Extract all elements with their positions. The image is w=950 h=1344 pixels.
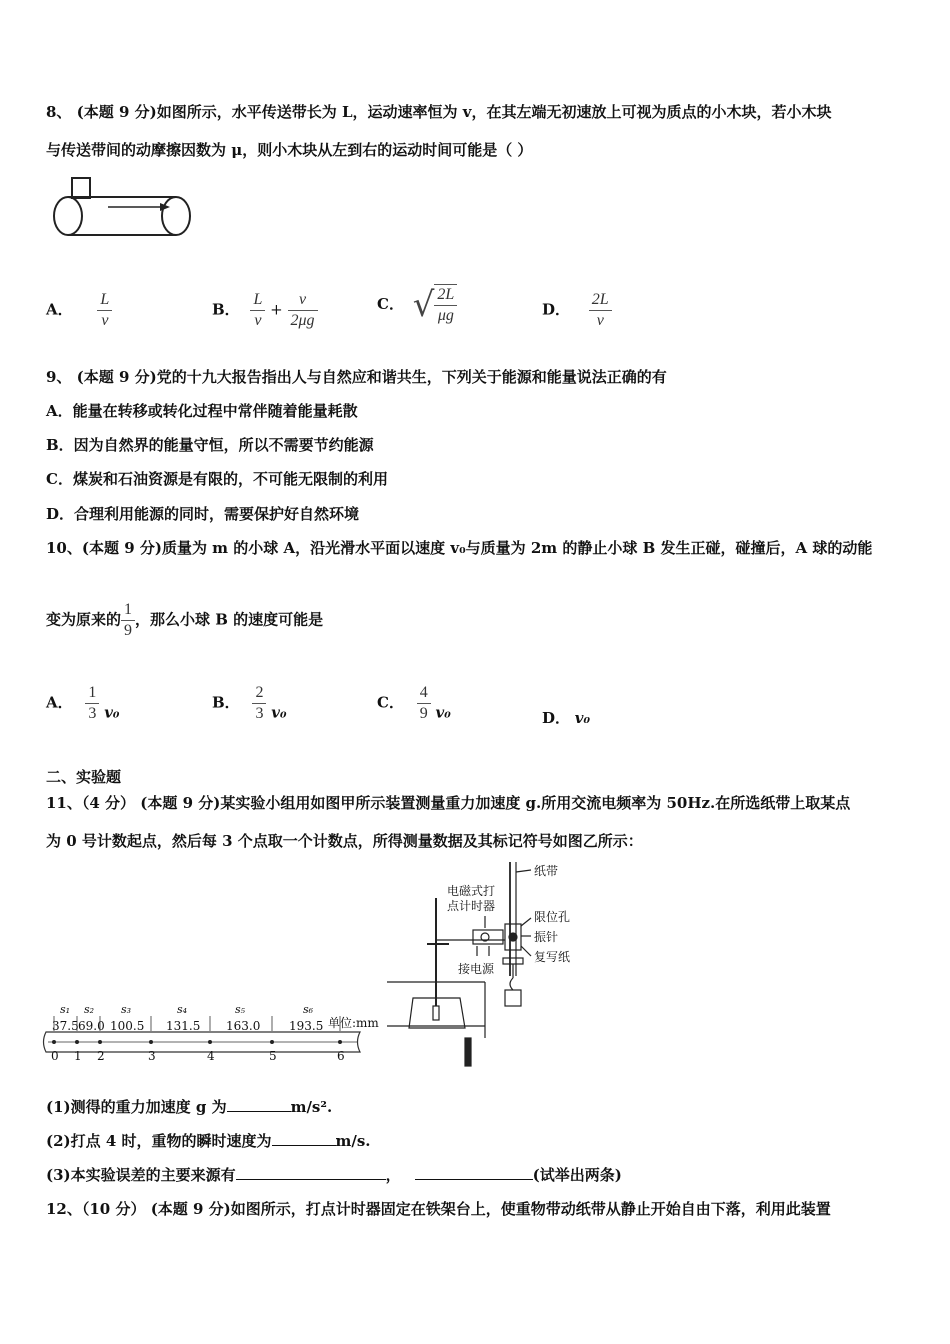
q11-part2 [46, 1130, 371, 1152]
q8-option-b-label: B． [212, 300, 240, 319]
q10-b-num: 2 [252, 683, 266, 704]
q10-a-num: 1 [85, 683, 99, 704]
q10-line2-post: ，那么小球 B 的速度可能是 [135, 610, 324, 629]
q8-option-b-fraction1 [250, 290, 265, 331]
tape-val-2: 69.0 [78, 1019, 105, 1033]
q9-option-c[interactable]: C．煤炭和石油资源是有限的，不可能无限制的利用 [46, 470, 388, 488]
q8-option-d-label: D． [542, 300, 571, 319]
tape-unit: 单位:mm [328, 1016, 379, 1030]
label-power: 接电源 [458, 962, 495, 976]
q11-part3-post: (试举出两条) [532, 1166, 622, 1184]
q10-a-den: 3 [88, 705, 97, 722]
q8-option-c[interactable] [377, 284, 457, 326]
tape-drawing [44, 1015, 364, 1067]
q10-option-a-label: A． [46, 693, 73, 712]
q8-option-b-fraction2 [288, 290, 318, 331]
label-limit-hole: 限位孔 [534, 910, 571, 924]
label-needle: 振针 [534, 930, 559, 944]
q8-option-c-fraction [434, 284, 457, 326]
q8-b-num1: L [250, 290, 265, 311]
q10-stem-line2 [46, 600, 323, 641]
q11-part3-blank2[interactable] [415, 1165, 533, 1180]
tape-val-3: 100.5 [110, 1019, 145, 1033]
q8-option-c-label: C． [377, 295, 404, 313]
q8-option-d-fraction [589, 290, 612, 331]
tape-seg-s2: s₂ [84, 1003, 95, 1016]
q8-d-num: 2L [589, 290, 612, 311]
q11-part1-unit: m/s² [290, 1098, 327, 1116]
q9-option-b[interactable]: B．因为自然界的能量守恒，所以不需要节约能源 [46, 436, 374, 454]
q11-part1-text: (1)测得的重力加速度 g 为 [46, 1098, 227, 1116]
q10-line2-pre: 变为原来的 [46, 610, 122, 629]
q11-part3-blank1[interactable] [236, 1165, 386, 1180]
section-title: 二、实验题 [46, 768, 122, 786]
q10-option-b[interactable] [212, 683, 287, 724]
q8-option-a[interactable] [46, 290, 112, 331]
q8-stem-line1: 8、 (本题 9 分)如图所示，水平传送带长为 L，运动速率恒为 v，在其左端无初速放上可视为质点的小木块，若小木块 [46, 103, 832, 121]
tape-val-6: 193.5 [289, 1019, 324, 1033]
q9-option-d[interactable]: D．合理利用能源的同时，需要保护好自然环境 [46, 505, 360, 523]
q9-option-a[interactable]: A．能量在转移或转化过程中常伴随着能量耗散 [46, 402, 358, 420]
q8-d-den: v [596, 312, 604, 329]
conveyor-belt-figure [50, 176, 195, 238]
q8-a-den: v [101, 312, 109, 329]
tape-point-1: 1 [74, 1049, 82, 1063]
q11-part2-unit: m/s. [335, 1132, 371, 1150]
q8-option-d[interactable] [542, 290, 612, 331]
q11-stem-line1: 11、（4 分） (本题 9 分)某实验小组用如图甲所示装置测量重力加速度 g.所用交流电频率为 50Hz.在所选纸带上取某点 [46, 794, 851, 812]
q11-part3 [46, 1164, 622, 1186]
q8-stem-line2: 与传送带间的动摩擦因数为 μ，则小木块从左到右的运动时间可能是（ ） [46, 141, 533, 159]
q8-b-plus: + [270, 300, 283, 319]
q8-c-den: μg [437, 307, 454, 324]
label-timer-line1: 电磁式打 [447, 884, 496, 898]
q10-option-c[interactable] [377, 683, 451, 724]
q10-stem-line1: 10、(本题 9 分)质量为 m 的小球 A，沿光滑水平面以速度 v₀与质量为 2m 的静止小球 B 发生正碰，碰撞后，A 球的动能 [46, 539, 873, 557]
q12-stem-line1: 12、（10 分） (本题 9 分)如图所示，打点计时器固定在铁架台上，使重物带动纸带从静止开始自由下落，利用此装置 [46, 1200, 831, 1218]
q10-frac-den: 9 [124, 622, 133, 639]
sqrt-icon: √ [412, 285, 435, 325]
q8-option-b[interactable] [212, 290, 318, 331]
q8-c-num: 2L [434, 285, 457, 306]
q10-c-num: 4 [417, 683, 431, 704]
q10-option-b-label: B． [212, 693, 240, 712]
q11-part2-text: (2)打点 4 时，重物的瞬时速度为 [46, 1132, 272, 1150]
q11-part1: (1)测得的重力加速度 g 为 m/s². [46, 1098, 333, 1116]
label-timer-line2: 点计时器 [447, 899, 496, 913]
q11-part3-sep: ， [385, 1166, 401, 1184]
tape-seg-s3: s₃ [121, 1003, 132, 1016]
q10-frac-num: 1 [121, 600, 135, 621]
q10-c-v: v₀ [435, 703, 451, 722]
tape-seg-s4: s₄ [177, 1003, 188, 1016]
q10-d-v: v₀ [574, 709, 591, 727]
tape-point-5: 5 [269, 1049, 277, 1063]
tape-point-0: 0 [51, 1049, 59, 1063]
q10-a-fraction [85, 683, 99, 724]
q8-b-den1: v [254, 312, 262, 329]
tape-val-1: 37.5 [52, 1019, 79, 1033]
q10-c-fraction [417, 683, 431, 724]
tape-seg-s5: s₅ [235, 1003, 246, 1016]
label-paper-tape: 纸带 [534, 864, 559, 878]
q10-c-den: 9 [419, 705, 428, 722]
tape-val-5: 163.0 [226, 1019, 261, 1033]
tape-point-4: 4 [207, 1049, 215, 1063]
q8-a-num: L [97, 290, 112, 311]
q10-a-v: v₀ [104, 703, 120, 722]
q8-b-num2: v [288, 290, 318, 311]
q8-b-den2: 2μg [290, 312, 315, 329]
q10-b-fraction [252, 683, 266, 724]
q8-option-a-label: A． [46, 300, 73, 319]
tape-point-2: 2 [97, 1049, 105, 1063]
q11-part3-text: (3)本实验误差的主要来源有 [46, 1166, 236, 1184]
tape-point-6: 6 [337, 1049, 345, 1063]
q10-option-d-label: D． [542, 709, 571, 727]
q10-b-den: 3 [255, 705, 264, 722]
q11-stem-line2: 为 0 号计数起点，然后每 3 个点取一个计数点，所得测量数据及其标记符号如图乙所示： [46, 832, 643, 850]
q10-option-a[interactable] [46, 683, 120, 724]
tape-seg-s6: s₆ [303, 1003, 314, 1016]
q11-part1-blank[interactable] [227, 1097, 291, 1112]
q9-stem: 9、 (本题 9 分)党的十九大报告指出人与自然应和谐共生，下列关于能源和能量说法正确的有 [46, 368, 667, 386]
label-carbon-paper: 复写纸 [534, 950, 571, 964]
q10-fraction [121, 600, 135, 641]
tape-seg-s1: s₁ [60, 1003, 71, 1016]
q10-b-v: v₀ [271, 703, 287, 722]
tape-val-4: 131.5 [166, 1019, 201, 1033]
tape-point-3: 3 [148, 1049, 156, 1063]
q11-part2-blank[interactable] [272, 1131, 336, 1146]
q10-option-d[interactable] [542, 707, 590, 728]
q8-option-a-fraction [97, 290, 112, 331]
q10-option-c-label: C． [377, 693, 404, 712]
